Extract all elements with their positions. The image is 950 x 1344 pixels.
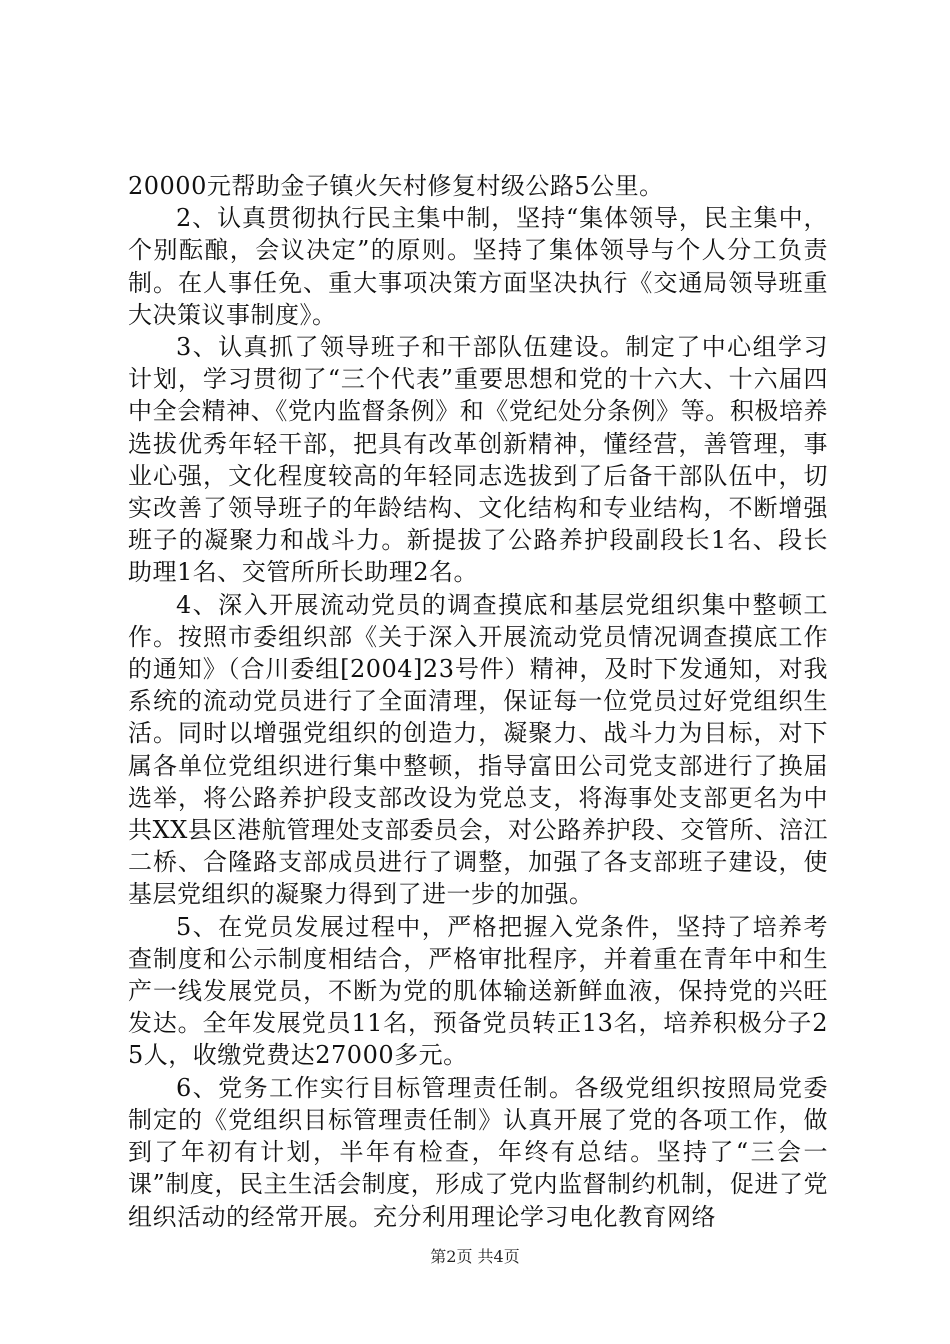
page-number-footer: 第2页 共4页 [430, 1247, 520, 1266]
paragraph-item-2: 2、认真贯彻执行民主集中制，坚持“集体领导，民主集中，个别酝酿，会议决定”的原则。坚持了集体领导与个人分工负责制。在人事任免、重大事项决策方面坚决执行《交通局领导班重大决策议事制度》。 [128, 204, 828, 329]
paragraph-item-4: 4、深入开展流动党员的调查摸底和基层党组织集中整顿工作。按照市委组织部《关于深入开展流动党员情况调查摸底工作的通知》（合川委组[2004]23号件）精神，及时下发通知，对我系统的流动党员进行了全面清理，保证每一位党员过好党组织生活。同时以增强党组织的创造力，凝聚力、战斗力为目标，对下属各单位党组织进行集中整顿，指导富田公司党支部进行了换届选举，将公路养护段支部改设为党总支，将海事处支部更名为中共XX县区港航管理处支部委员会，对公路养护段、交管所、涪江二桥、合隆路支部成员进行了调整，加强了各支部班子建设，使基层党组织的凝聚力得到了进一步的加强。 [128, 590, 828, 909]
paragraph-continuation: 20000元帮助金子镇火矢村修复村级公路5公里。 [128, 172, 664, 200]
paragraph-item-5: 5、在党员发展过程中，严格把握入党条件，坚持了培养考查制度和公示制度相结合，严格审批程序，并着重在青年中和生产一线发展党员，不断为党的肌体输送新鲜血液，保持党的兴旺发达。全年发展党员11名，预备党员转正13名，培养积极分子25人，收缴党费达27000多元。 [128, 912, 828, 1070]
paragraph-item-3: 3、认真抓了领导班子和干部队伍建设。制定了中心组学习计划，学习贯彻了“三个代表”重要思想和党的十六大、十六届四中全会精神、《党内监督条例》和《党纪处分条例》等。积极培养选拔优秀年轻干部，把具有改革创新精神，懂经营，善管理，事业心强，文化程度较高的年轻同志选拔到了后备干部队伍中，切实改善了领导班子的年龄结构、文化结构和专业结构，不断增强班子的凝聚力和战斗力。新提拔了公路养护段副段长1名、段长助理1名、交管所所长助理2名。 [128, 333, 828, 587]
paragraph-item-6: 6、党务工作实行目标管理责任制。各级党组织按照局党委制定的《党组织目标管理责任制》认真开展了党的各项工作，做到了年初有计划，半年有检查，年终有总结。坚持了“三会一课”制度，民主生活会制度，形成了党内监督制约机制，促进了党组织活动的经常开展。充分利用理论学习电化教育网络 [128, 1073, 828, 1231]
document-body [128, 170, 828, 1233]
